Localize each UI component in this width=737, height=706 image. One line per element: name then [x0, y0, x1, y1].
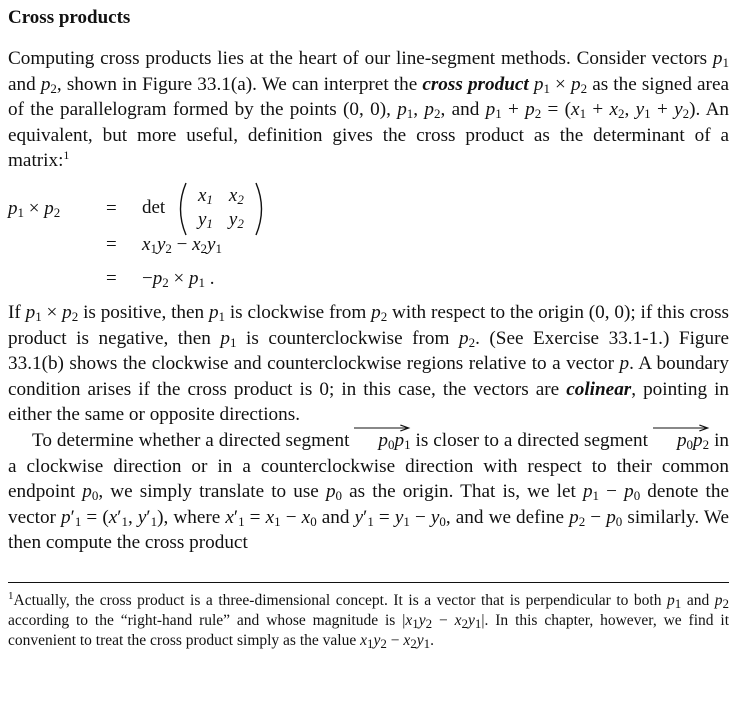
footnote: $^1$Actually, the cross product is a three-dimensional concept. It is a vector that is perpendicular to both $p_1$ and $p_2$ according to the “right-hand rule” and whose magnitude is $|x_1y_2 - x_2y_1|$. In this chapter, however, we find it convenient to treat the cross product simply as the value $x_1y_2 - x_2y_1$.	[8, 589, 729, 651]
matrix: $x_1$ $x_2$ $y_1$ $y_2$	[174, 184, 268, 232]
equation-lhs: $p_1 \times p_2$	[8, 197, 61, 220]
right-paren-icon	[254, 182, 268, 236]
term-colinear: colinear	[566, 378, 632, 400]
segment-p0p2: $p_0p_2$	[653, 428, 709, 454]
footnote-marker: 1	[63, 148, 70, 163]
determinant: det $x_1$ $x_2$ $y_1$ $y_2$	[142, 184, 268, 232]
footnote-rule	[8, 582, 729, 583]
term-cross-product: cross product	[422, 73, 529, 95]
paragraph-3: To determine whether a directed segment $p_0p_1$ is closer to a directed segment $p_0p_2$ in a clockwise direction or in a counterclockwise direction with respect to their common endpoint $p_0$, we simply translate to use $p_0$ as the origin. That is, we let $p_1 - p_0$ denote the vector $p'_1 = (x'_1$, $y'_1$), where $x'_1 = x_1 - x_0$ and $y'_1 = y_1 - y_0$, and we define $p_2 - p_0$ similarly. We then compute the cross product	[8, 428, 729, 556]
page	[8, 6, 729, 651]
equation-row-2: $x_1y_2 - x_2y_1$	[142, 233, 222, 256]
paragraph-2: If $p_1 \times p_2$ is positive, then $p_1$ is clockwise from $p_2$ with respect to the origin (0, 0); if this cross product is negative, then $p_1$ is counterclockwise from $p_2$. (See Exercise 33.1-1.) Figure 33.1(b) shows the clockwise and counterclockwise regions relative to a vector p. A boundary condition arises if the cross product is 0; in this case, the vectors are colinear, pointing in either the same or opposite directions.	[8, 301, 730, 426]
cross-product-equation: $p_1 \times p_2$ = det $x_1$ $x_2$ $y_1$ $y_2$ = $x_1y_2 - x_2y_1$ = $-p_2 \times p_1$ .	[8, 188, 729, 288]
paragraph-1: Computing cross products lies at the heart of our line-segment methods. Consider vectors $p_1$ and $p_2$, shown in Figure 33.1(a). We can interpret the cross product $p_1 \times p_2$ as the signed area of the parallelogram formed by the points (0, 0), $p_1$, $p_2$, and $p_1 + p_2 = (x_1 + x_2$, $y_1 + y_2$). An equivalent, but more useful, definition gives the cross product as the determinant of a matrix:$^1$	[8, 48, 730, 172]
segment-p0p1: $p_0p_1$	[354, 428, 410, 454]
equation-row-3: $-p_2 \times p_1$ .	[142, 267, 215, 290]
left-paren-icon	[174, 182, 188, 236]
section-heading: Cross products	[8, 7, 131, 28]
